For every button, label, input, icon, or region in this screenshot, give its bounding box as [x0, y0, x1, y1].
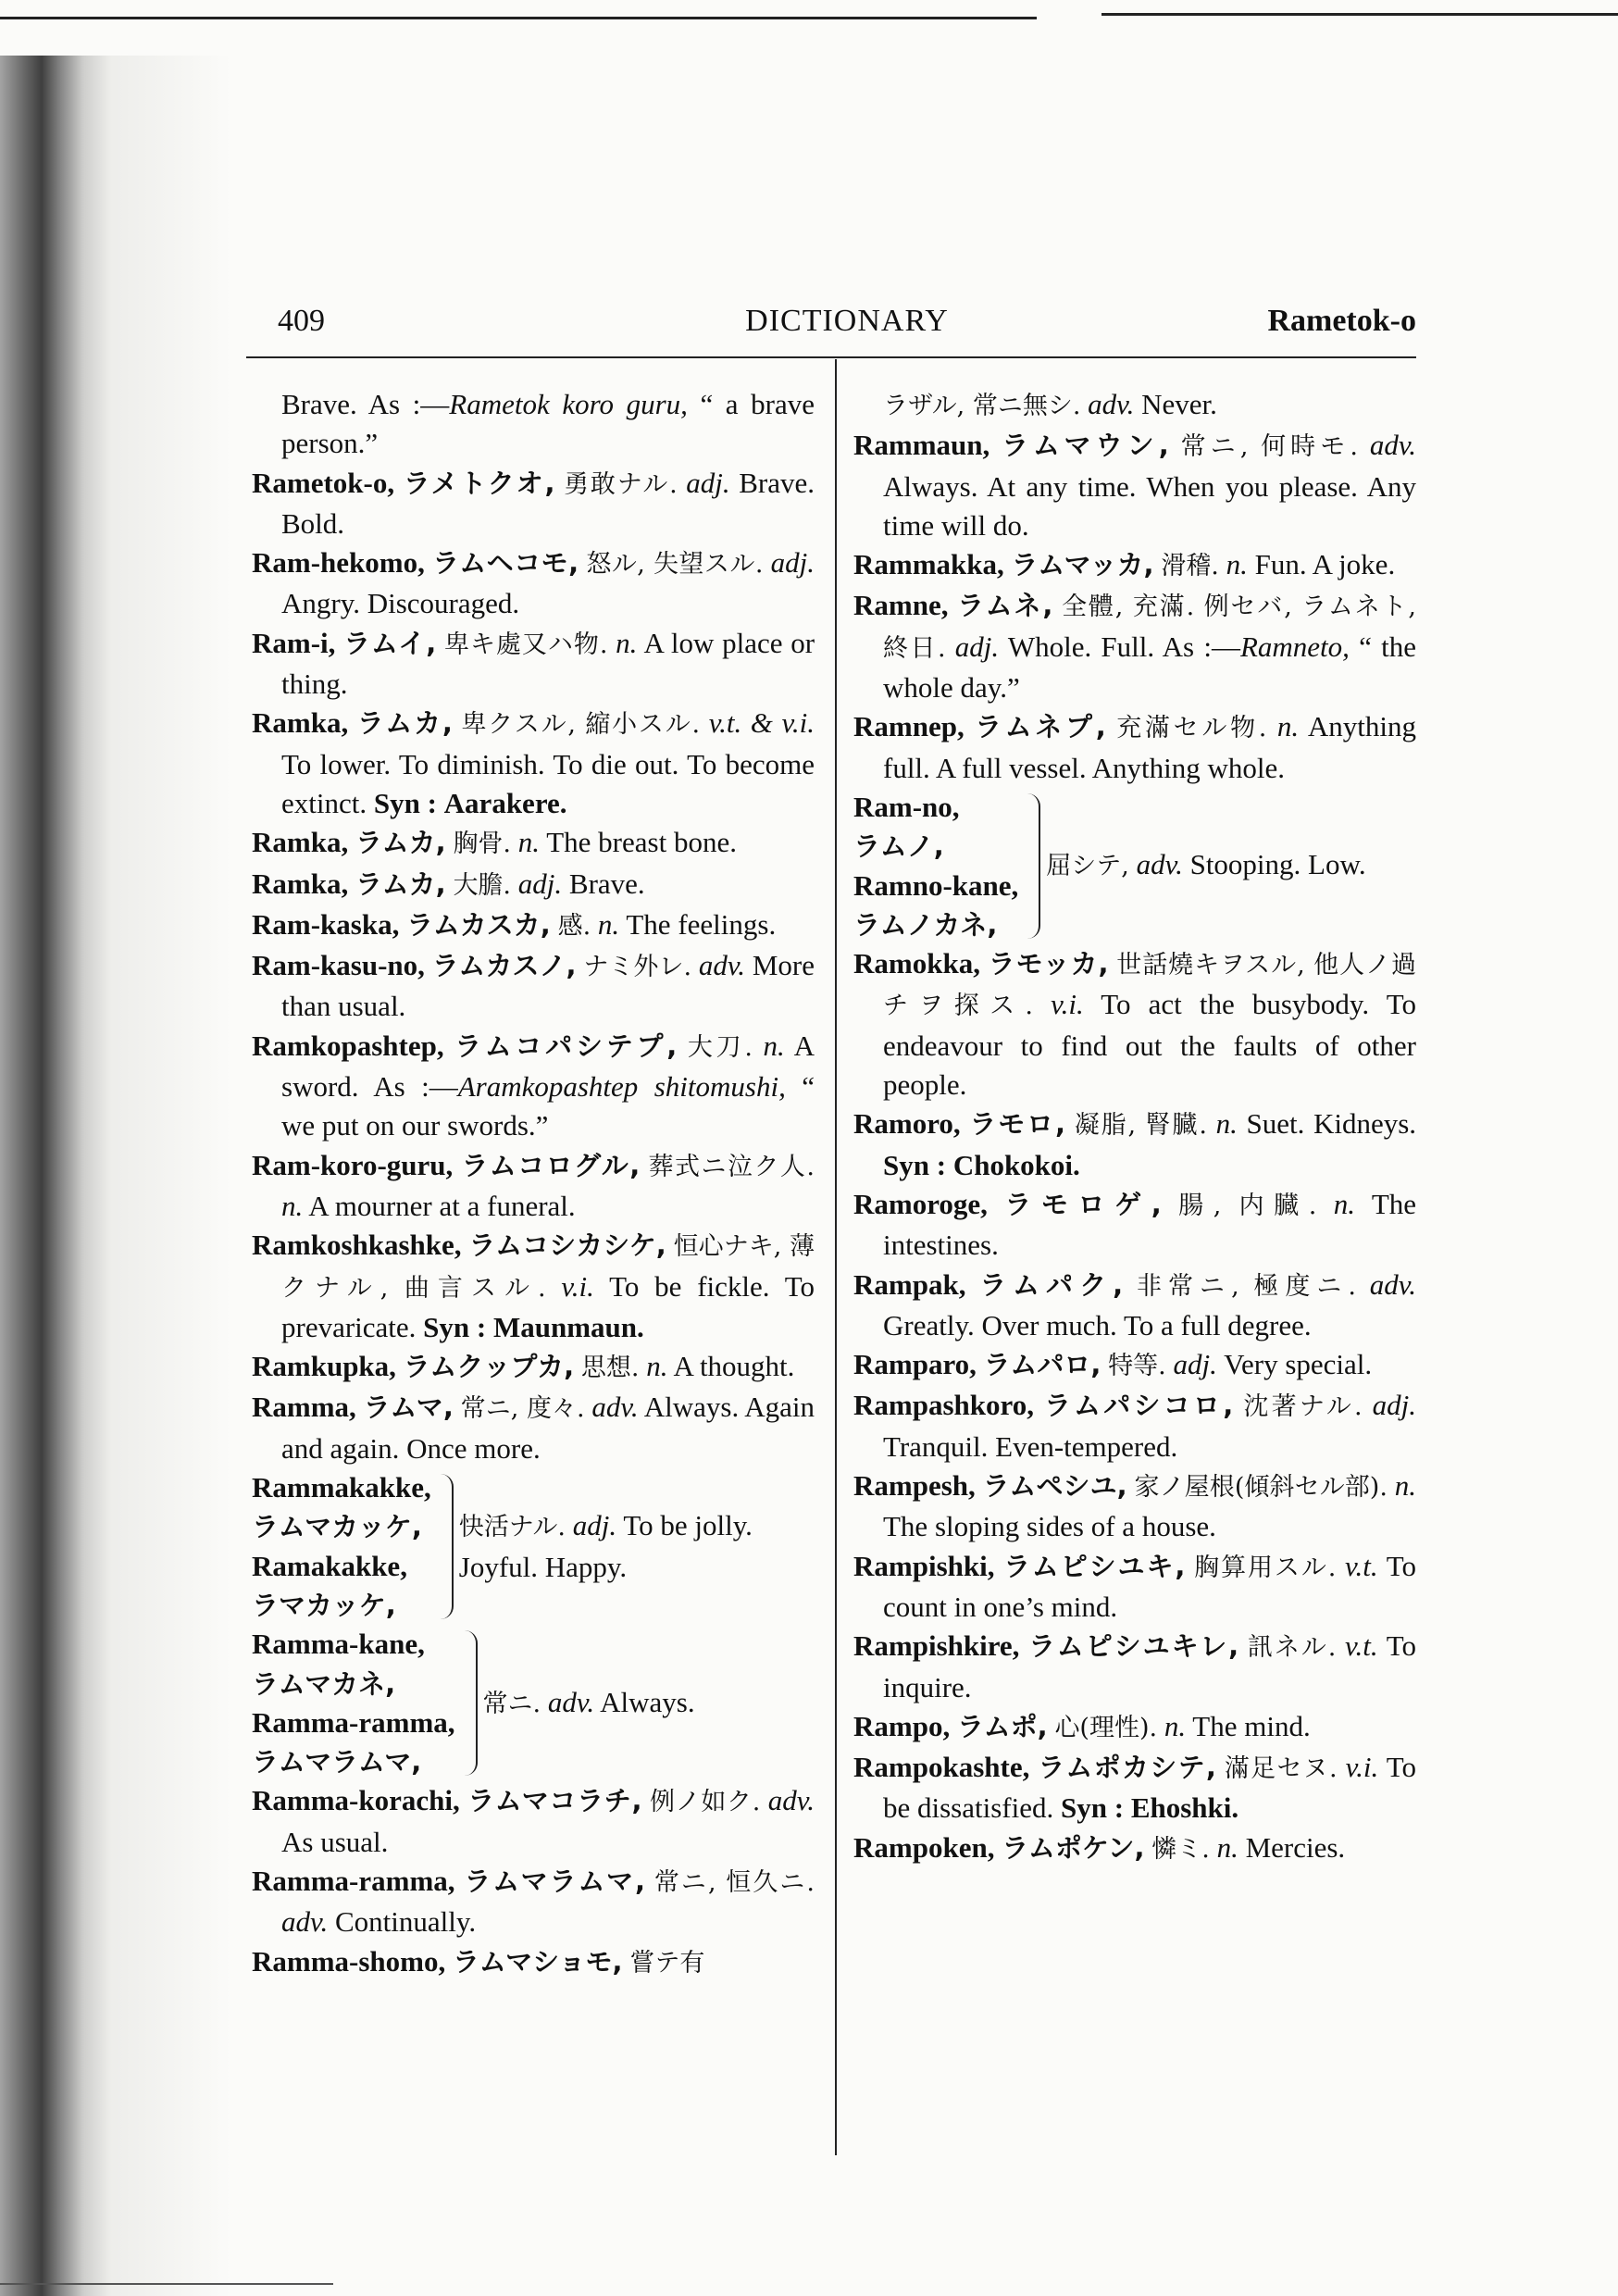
- group-headword-line: [252, 1468, 431, 1507]
- kana-reading: ラメトクオ,: [403, 467, 555, 499]
- kana-reading: ラムイ,: [343, 627, 437, 659]
- headword: Ramne,: [853, 589, 949, 622]
- kana-reading: ラムノカネ,: [853, 908, 998, 941]
- definition: Brave.: [568, 867, 645, 900]
- headword: Ramma-korachi,: [252, 1784, 460, 1817]
- group-headword-line: [853, 867, 1018, 905]
- definition: Angry. Discouraged.: [281, 587, 520, 620]
- japanese-gloss: 快活ナル.: [458, 1513, 566, 1542]
- definition: A sword. As :—: [281, 1029, 815, 1104]
- japanese-gloss: 卑クスル, 縮小スル.: [461, 710, 701, 740]
- part-of-speech: v.t.: [1345, 1629, 1378, 1663]
- group-definition: [1046, 845, 1416, 886]
- dictionary-entry: [252, 1781, 815, 1862]
- definition: Anything full. A full vessel. Anything whole.: [883, 710, 1417, 784]
- definition: Tranquil. Even-tempered.: [883, 1429, 1178, 1463]
- scan-binding-shadow: [0, 56, 231, 2296]
- japanese-gloss: 葬式ニ泣ク人.: [648, 1152, 815, 1181]
- synonym-word: Ehoshki.: [1130, 1791, 1239, 1825]
- definition: The feelings.: [626, 907, 777, 941]
- headword: Ramoroge,: [853, 1187, 988, 1220]
- scan-edge-line-bottom: [0, 2283, 333, 2285]
- dictionary-entry: [252, 1347, 815, 1388]
- headword: Ramkupka,: [252, 1350, 396, 1383]
- part-of-speech: n.: [1164, 1709, 1187, 1742]
- part-of-speech: adv.: [547, 1685, 595, 1718]
- japanese-gloss: 凝脂, 腎臓.: [1074, 1111, 1207, 1141]
- kana-reading: ラムピシユキレ,: [1028, 1630, 1239, 1663]
- kana-reading: ラムマッカ,: [1011, 549, 1154, 581]
- definition: The mind.: [1192, 1709, 1311, 1742]
- definition: The breast bone.: [546, 826, 737, 859]
- part-of-speech: v.t. & v.i.: [708, 706, 815, 740]
- japanese-gloss: 非常ニ, 極度ニ.: [1136, 1271, 1356, 1301]
- japanese-gloss: 胸算用スル.: [1194, 1553, 1337, 1582]
- japanese-gloss: 胸骨.: [453, 830, 512, 859]
- part-of-speech: v.i.: [561, 1269, 594, 1303]
- bracketed-entry-group: [853, 788, 1416, 944]
- kana-reading: ラムヘコモ,: [432, 547, 579, 580]
- dictionary-entry: [252, 1942, 815, 1983]
- dictionary-entry: [252, 543, 815, 624]
- example-translation: “ we put on our swords.”: [281, 1070, 815, 1142]
- group-headword-line: [853, 827, 1018, 866]
- part-of-speech: v.t.: [1345, 1549, 1378, 1582]
- kana-reading: ラモッカ,: [988, 948, 1109, 980]
- synonym-label: Syn :: [1061, 1791, 1125, 1825]
- dictionary-entry: [853, 1627, 1416, 1707]
- dictionary-entry: [853, 1266, 1416, 1346]
- bracketed-entry-group: [252, 1468, 815, 1625]
- definition: A thought.: [673, 1350, 795, 1383]
- part-of-speech: n.: [281, 1189, 304, 1222]
- definition: Always. Again and again. Once more.: [281, 1391, 815, 1465]
- group-definition: [459, 1506, 815, 1587]
- definition: A low place or thing.: [281, 626, 815, 701]
- kana-reading: ラムコログル,: [461, 1149, 641, 1181]
- headword: Rammakka,: [853, 548, 1004, 581]
- dictionary-entry: [853, 1707, 1416, 1748]
- dictionary-entry: [853, 1547, 1416, 1628]
- japanese-gloss: 思想.: [580, 1354, 640, 1383]
- japanese-gloss: 家ノ屋根(傾斜セル部).: [1134, 1473, 1388, 1503]
- definition: Continually.: [334, 1905, 477, 1939]
- curly-brace-icon: [1022, 793, 1040, 939]
- kana-reading: ラムコシカシケ,: [468, 1229, 666, 1262]
- part-of-speech: adj.: [1372, 1389, 1416, 1422]
- headword: Rampishkire,: [853, 1629, 1020, 1663]
- kana-reading: ラムクップカ,: [403, 1351, 575, 1383]
- japanese-gloss: 屈シテ,: [1046, 852, 1129, 881]
- japanese-gloss: 常ニ.: [482, 1689, 541, 1718]
- headword: Ram-hekomo,: [252, 546, 425, 580]
- kana-reading: ラムポカシテ,: [1038, 1752, 1216, 1784]
- japanese-gloss: 心(理性).: [1054, 1713, 1158, 1742]
- synonym-word: Maunmaun.: [492, 1310, 644, 1343]
- group-headwords: [252, 1625, 455, 1781]
- part-of-speech: v.i.: [1345, 1751, 1379, 1784]
- definition: Greatly. Over much. To a full degree.: [883, 1308, 1312, 1341]
- definition: To be jolly. Joyful. Happy.: [458, 1509, 753, 1583]
- definition: Always. At any time. When you please. Any time will do.: [883, 469, 1416, 542]
- group-headword-line: [252, 1703, 455, 1742]
- dictionary-entry: [853, 545, 1416, 586]
- group-headword-line: [252, 1507, 431, 1546]
- definition: Brave. Bold.: [281, 466, 815, 540]
- kana-reading: ラムマショモ,: [453, 1945, 623, 1978]
- definition: More than usual.: [281, 949, 815, 1023]
- page-header: [278, 298, 1416, 343]
- group-headword-line: [853, 905, 1018, 944]
- dictionary-entry: [853, 944, 1416, 1104]
- headword: Rampishki,: [853, 1549, 995, 1582]
- kana-reading: ラムパシコロ,: [1043, 1390, 1234, 1422]
- header-rule: [246, 356, 1416, 358]
- headword: Ramma-kane,: [252, 1628, 425, 1661]
- headword: Ramokka,: [853, 947, 980, 980]
- headword: Rampoken,: [853, 1830, 995, 1864]
- synonym-word: Aarakere.: [443, 786, 567, 819]
- definition: Mercies.: [1245, 1830, 1346, 1864]
- headword: Ramkopashtep,: [252, 1029, 444, 1062]
- dictionary-entry: [252, 1862, 815, 1942]
- dictionary-entry: [252, 1027, 815, 1146]
- kana-reading: ラムマラムマ,: [464, 1865, 646, 1897]
- dictionary-entry: [853, 586, 1416, 707]
- curly-brace-icon: [435, 1474, 454, 1619]
- japanese-gloss: 滿足セヌ.: [1224, 1754, 1338, 1784]
- headword: Ram-no,: [853, 790, 960, 823]
- japanese-gloss: 全體, 充滿. 例セバ, ラムネト, 終日.: [883, 593, 1417, 663]
- japanese-gloss: 嘗テ有: [629, 1948, 705, 1978]
- example-ainu: Aramkopashtep shitomushi,: [457, 1070, 786, 1104]
- dictionary-entry: [853, 1185, 1416, 1266]
- japanese-gloss: 感.: [557, 911, 591, 941]
- japanese-gloss: 世話燒キヲスル, 他人ノ過チヲ探ス.: [883, 951, 1417, 1021]
- dictionary-entry: [853, 1104, 1416, 1185]
- curly-brace-icon: [459, 1630, 478, 1776]
- headword: Ramka,: [252, 826, 349, 859]
- part-of-speech: n.: [597, 907, 620, 941]
- japanese-gloss: 怒ル, 失望スル.: [586, 550, 764, 580]
- part-of-speech: n.: [1333, 1187, 1355, 1220]
- japanese-gloss: 大膽.: [453, 870, 512, 900]
- headword: Ramakakke,: [252, 1549, 407, 1582]
- part-of-speech: n.: [1276, 710, 1300, 743]
- part-of-speech: adv.: [1369, 429, 1417, 462]
- part-of-speech: n.: [1216, 1830, 1238, 1864]
- headword: Ramkoshkashke,: [252, 1229, 462, 1262]
- japanese-gloss: 勇敢ナル.: [564, 469, 678, 499]
- group-headword-line: [252, 1665, 455, 1703]
- dictionary-entry: [853, 1466, 1416, 1547]
- japanese-gloss: ナミ外レ.: [583, 953, 692, 982]
- definition: Stooping. Low.: [1189, 848, 1366, 881]
- part-of-speech: n.: [616, 626, 638, 659]
- japanese-gloss: 卑キ處又ハ物.: [443, 630, 608, 659]
- kana-reading: ラムカスノ,: [431, 950, 577, 982]
- headword: Ramnep,: [853, 710, 965, 743]
- part-of-speech: adv.: [767, 1784, 815, 1817]
- kana-reading: ラムカ,: [355, 827, 446, 859]
- japanese-gloss: 滑稽.: [1161, 552, 1219, 581]
- headword: Ramoro,: [853, 1107, 961, 1141]
- japanese-gloss: ラザル, 常ニ無シ.: [883, 392, 1081, 420]
- column-divider: [835, 359, 837, 2155]
- kana-reading: ラムパロ,: [983, 1349, 1101, 1381]
- japanese-gloss: 充滿セル物.: [1116, 714, 1267, 743]
- scan-edge-line-right: [1101, 13, 1618, 16]
- kana-reading: ラムポ,: [956, 1710, 1048, 1742]
- japanese-gloss: 常ニ, 度々.: [460, 1394, 585, 1424]
- synonym-word: Chokokoi.: [952, 1148, 1080, 1181]
- japanese-gloss: 憐ミ.: [1151, 1834, 1210, 1864]
- headword: Ram-kasu-no,: [252, 949, 425, 982]
- part-of-speech: adj.: [517, 867, 563, 900]
- part-of-speech: adv.: [1136, 848, 1183, 881]
- definition: Never.: [1141, 388, 1217, 420]
- dictionary-entry: [252, 865, 815, 905]
- part-of-speech: adj.: [954, 630, 1000, 663]
- japanese-gloss: 常ニ, 何時モ.: [1180, 432, 1358, 462]
- headword: Ram-i,: [252, 626, 336, 659]
- kana-reading: ラムペシユ,: [982, 1470, 1127, 1503]
- kana-reading: ラムマコラチ,: [467, 1785, 642, 1817]
- dictionary-entry: [853, 1748, 1416, 1828]
- kana-reading: ラムマラムマ,: [252, 1746, 422, 1778]
- definition: The sloping sides of a house.: [883, 1510, 1216, 1543]
- dictionary-entry: [252, 385, 815, 464]
- definition: To count in one’s mind.: [883, 1549, 1417, 1623]
- example-translation: “ a brave person.”: [281, 388, 815, 460]
- kana-reading: ラムネ,: [957, 590, 1053, 622]
- headword: Ram-koro-guru,: [252, 1148, 454, 1181]
- headword: Rametok-o,: [252, 466, 395, 499]
- definition: Fun. A joke.: [1254, 548, 1396, 581]
- example-ainu: Rametok koro guru,: [449, 388, 688, 420]
- definition: To inquire.: [883, 1629, 1417, 1703]
- right-column: [853, 385, 1416, 1869]
- headword: Ramka,: [252, 867, 349, 900]
- headword: Ramka,: [252, 706, 349, 740]
- dictionary-entry: [252, 704, 815, 823]
- example-ainu: Ramneto,: [1239, 630, 1350, 663]
- part-of-speech: adj.: [770, 546, 815, 580]
- definition: Brave. As :—: [281, 388, 450, 420]
- dictionary-entry: [252, 1388, 815, 1468]
- dictionary-entry: [853, 1828, 1416, 1869]
- part-of-speech: adv.: [591, 1391, 639, 1424]
- dictionary-entry: [853, 707, 1416, 788]
- scan-edge-line-left: [0, 17, 1037, 19]
- kana-reading: ラムカ,: [355, 867, 446, 900]
- headword: Ramma,: [252, 1391, 356, 1424]
- kana-reading: ラムピシユキ,: [1003, 1550, 1186, 1582]
- page-title: DICTIONARY: [745, 304, 949, 338]
- kana-reading: ラムパク,: [979, 1268, 1124, 1301]
- dictionary-entry: [853, 385, 1416, 426]
- kana-reading: ラムポケン,: [1002, 1831, 1145, 1864]
- dictionary-entry: [853, 1345, 1416, 1386]
- part-of-speech: n.: [1394, 1469, 1417, 1503]
- part-of-speech: adj.: [572, 1509, 617, 1542]
- dictionary-entry: [853, 1386, 1416, 1466]
- definition: The intestines.: [883, 1187, 1417, 1262]
- group-headword-line: [252, 1547, 431, 1586]
- kana-reading: ラムノ,: [853, 830, 944, 863]
- group-headword-line: [252, 1742, 455, 1781]
- part-of-speech: n.: [517, 826, 541, 859]
- kana-reading: ラムカスカ,: [406, 908, 551, 941]
- dictionary-entry: [252, 464, 815, 544]
- group-headword-line: [853, 788, 1018, 827]
- kana-reading: ラムマカネ,: [252, 1667, 396, 1700]
- headword: Ramparo,: [853, 1348, 977, 1381]
- definition: Suet. Kidneys.: [1246, 1107, 1417, 1141]
- kana-reading: ラモロゲ,: [1004, 1188, 1162, 1220]
- left-column: [252, 385, 815, 1983]
- headword: Ramno-kane,: [853, 868, 1019, 902]
- definition: Always.: [600, 1685, 695, 1718]
- headword: Ramma-ramma,: [252, 1864, 455, 1897]
- example-translation: “ the whole day.”: [883, 630, 1417, 705]
- japanese-gloss: 恒心ナキ, 薄クナル, 曲言スル.: [281, 1232, 815, 1303]
- part-of-speech: v.i.: [1051, 988, 1084, 1021]
- definition: As usual.: [281, 1825, 389, 1858]
- page-number: 409: [278, 304, 325, 338]
- japanese-gloss: 大刀.: [687, 1032, 753, 1062]
- definition: To be fickle. To prevaricate.: [281, 1269, 815, 1343]
- dictionary-entry: [252, 1226, 815, 1347]
- headword: Rammakakke,: [252, 1471, 431, 1504]
- definition: A mourner at a funeral.: [308, 1189, 576, 1222]
- synonym-label: Syn :: [423, 1310, 487, 1343]
- part-of-speech: adj.: [1173, 1348, 1217, 1381]
- headword: Rammaun,: [853, 429, 990, 462]
- kana-reading: ラムネプ,: [975, 711, 1106, 743]
- part-of-speech: adv.: [1369, 1267, 1417, 1301]
- japanese-gloss: 沈著ナル.: [1243, 1392, 1363, 1422]
- japanese-gloss: 訊ネル.: [1247, 1633, 1337, 1663]
- japanese-gloss: 例ノ如ク.: [649, 1788, 761, 1817]
- synonym-label: Syn :: [883, 1148, 947, 1181]
- headword: Ram-kaska,: [252, 907, 400, 941]
- part-of-speech: adv.: [281, 1905, 329, 1939]
- part-of-speech: n.: [763, 1029, 785, 1062]
- group-headwords: [853, 788, 1018, 944]
- dictionary-entry: [252, 624, 815, 705]
- headword: Rampak,: [853, 1267, 966, 1301]
- part-of-speech: adj.: [686, 466, 730, 499]
- definition: Very special.: [1224, 1348, 1373, 1381]
- kana-reading: ラモロ,: [969, 1108, 1066, 1141]
- kana-reading: ラムマウン,: [1002, 430, 1169, 462]
- kana-reading: ラムコパシテプ,: [454, 1029, 678, 1062]
- definition: To be dissatisfied.: [883, 1751, 1417, 1825]
- group-definition: [483, 1683, 815, 1724]
- dictionary-entry: [252, 905, 815, 946]
- dictionary-entry: [252, 1146, 815, 1227]
- headword: Rampo,: [853, 1709, 951, 1742]
- headword: Rampokashte,: [853, 1751, 1030, 1784]
- headword: Ramma-shomo,: [252, 1944, 446, 1978]
- japanese-gloss: 常ニ, 恒久ニ.: [653, 1867, 815, 1897]
- synonym-label: Syn :: [373, 786, 437, 819]
- kana-reading: ラムカ,: [356, 707, 453, 740]
- definition: Whole. Full. As :—: [1007, 630, 1240, 663]
- dictionary-entry: [853, 426, 1416, 545]
- bracketed-entry-group: [252, 1625, 815, 1781]
- headword: Rampashkoro,: [853, 1389, 1034, 1422]
- group-headwords: [252, 1468, 431, 1625]
- kana-reading: ラマカッケ,: [252, 1589, 396, 1621]
- guide-word: Rametok-o: [1267, 304, 1416, 338]
- part-of-speech: n.: [1226, 548, 1248, 581]
- part-of-speech: n.: [1215, 1107, 1238, 1141]
- definition: To lower. To diminish. To die out. To become extinct.: [281, 747, 815, 819]
- japanese-gloss: 特等.: [1108, 1352, 1166, 1381]
- japanese-gloss: 腸, 内臓.: [1178, 1191, 1317, 1220]
- part-of-speech: n.: [646, 1350, 668, 1383]
- part-of-speech: adv.: [1088, 388, 1135, 420]
- part-of-speech: adv.: [698, 949, 746, 982]
- group-headword-line: [252, 1586, 431, 1625]
- dictionary-entry: [252, 823, 815, 864]
- headword: Ramma-ramma,: [252, 1705, 455, 1739]
- headword: Rampesh,: [853, 1469, 976, 1503]
- kana-reading: ラムマカッケ,: [252, 1511, 422, 1543]
- group-headword-line: [252, 1625, 455, 1664]
- definition: To act the busybody. To endeavour to find out the faults of other people.: [883, 988, 1416, 1102]
- kana-reading: ラムマ,: [363, 1391, 454, 1424]
- dictionary-entry: [252, 946, 815, 1027]
